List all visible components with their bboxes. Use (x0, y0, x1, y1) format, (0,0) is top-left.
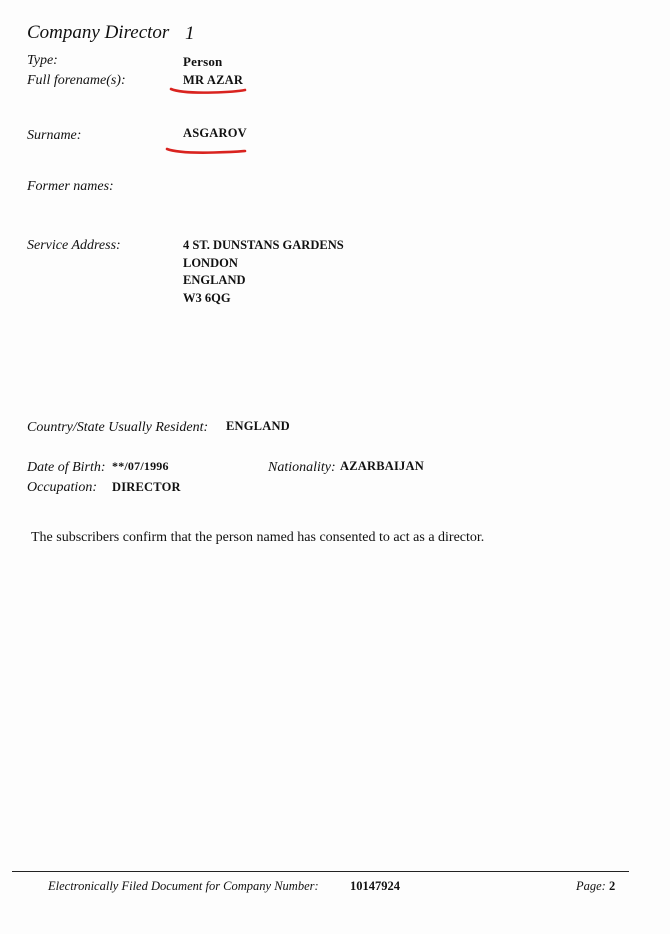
section-title: Company Director (27, 22, 170, 43)
surname-label: Surname: (27, 128, 82, 143)
occupation-value: DIRECTOR (112, 480, 181, 494)
former-names-label: Former names: (27, 179, 114, 194)
address-line: 4 ST. DUNSTANS GARDENS (183, 238, 344, 252)
dob-label: Date of Birth: (27, 460, 106, 475)
type-value: Person (183, 54, 223, 69)
surname-value: ASGAROV (183, 126, 247, 140)
address-line: LONDON (183, 255, 238, 270)
footer-page-label: Page: (576, 879, 606, 893)
service-address-block (183, 237, 344, 307)
residence-value: ENGLAND (226, 419, 290, 433)
footer-company-number: 10147924 (350, 879, 400, 893)
forename-value: MR AZAR (183, 73, 244, 87)
forename-annotation-underline (168, 84, 250, 98)
dob-value: **/07/1996 (112, 459, 169, 473)
section-number: 1 (185, 23, 195, 44)
type-label: Type: (27, 53, 58, 68)
occupation-label: Occupation: (27, 480, 97, 495)
service-address-label: Service Address: (27, 238, 121, 253)
residence-label: Country/State Usually Resident: (27, 420, 209, 435)
nationality-value: AZARBAIJAN (340, 459, 424, 473)
footer-page-number: 2 (609, 879, 616, 893)
footer-filed-label: Electronically Filed Document for Company Number: (48, 879, 319, 893)
address-line: ENGLAND (183, 273, 246, 287)
forename-label: Full forename(s): (27, 73, 126, 88)
surname-annotation-underline (164, 144, 250, 158)
nationality-label: Nationality: (268, 460, 336, 475)
footer-divider (12, 871, 629, 872)
consent-statement: The subscribers confirm that the person named has consented to act as a director. (31, 530, 485, 545)
address-line: W3 6QG (183, 290, 231, 305)
